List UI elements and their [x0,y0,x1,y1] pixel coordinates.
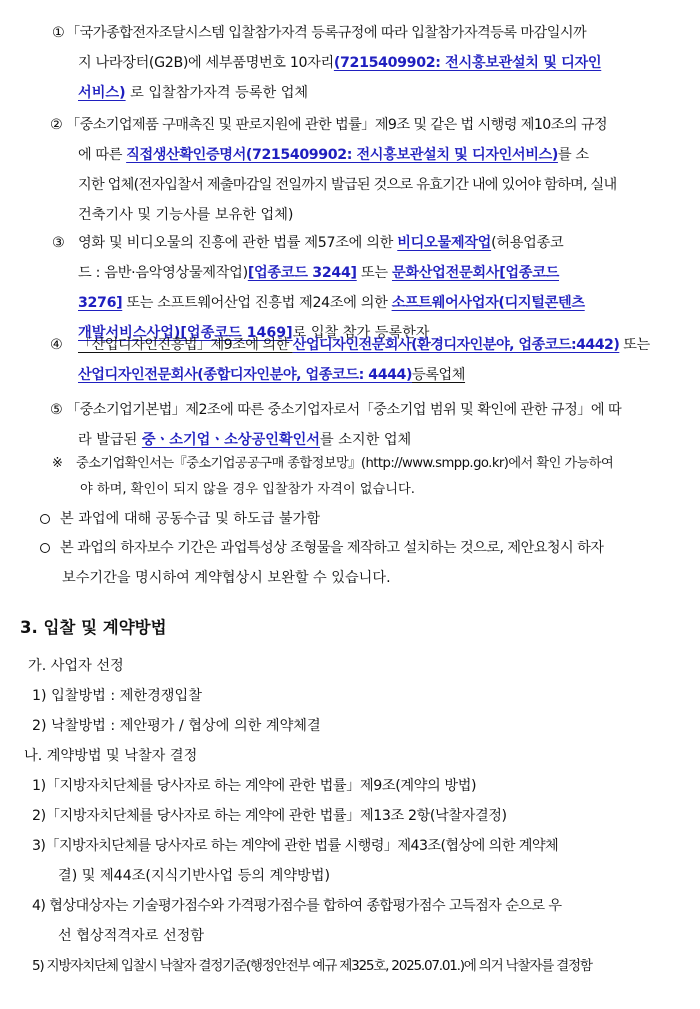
item3-line1-tail: (허용업종코 [491,235,564,251]
product-code-link-1-cont[interactable]: 서비스) [78,85,126,101]
contract-law-article-9: 1)「지방자치단체를 당사자로 하는 계약에 관한 법률」제9조(계약의 방법) [32,778,477,794]
environmental-design-company-link[interactable]: 산업디자인전문회사(환경디자인분야, 업종코드:4442) [292,337,620,353]
direct-production-certificate-link[interactable]: 직접생산확인증명서(7215409902: 전시홍보관설치 및 디자인서비스) [126,147,558,163]
item4-line2-tail: 등록업체 [412,367,466,383]
bullet-circle-icon [40,543,50,553]
qualification-item-2 [66,110,656,230]
item2-line2: 에 따른 [78,147,127,163]
item5-line1: 「중소기업기본법」제2조에 따른 중소기업자로서「중소기업 범위 및 확인에 관한 규정」에 따 [66,402,622,418]
industry-code-3276-link[interactable]: 3276] [78,295,123,311]
item3-line3: 또는 소프트웨어산업 진흥법 제24조에 의한 [122,295,392,311]
bullet-circle-icon [40,514,50,524]
item4-line1-tail: 또는 [619,337,650,353]
note-line2: 야 하며, 확인이 되지 않을 경우 입찰참가 자격이 없습니다. [80,482,415,497]
item2-line1: 「중소기업제품 구매촉진 및 판로지원에 관한 법률」제9조 및 같은 법 시행령 제10조의 규정 [66,117,608,133]
item1-line3: 로 입찰참가자격 등록한 업체 [125,85,309,101]
bullet2-line2: 보수기간을 명시하여 계약협상시 보완할 수 있습니다. [62,570,391,586]
contract-law-article-13: 2)「지방자치단체를 당사자로 하는 계약에 관한 법률」제13조 2항(낙찰자결정) [32,808,507,824]
software-business-link[interactable]: 소프트웨어사업자(디지털콘텐츠 [391,295,585,311]
item4-line1: 「산업디자인진흥법」제9조에 의한 [78,337,293,353]
bullet-warranty-period [60,533,660,593]
item-number-4: ④ [50,337,63,353]
item2-line3: 지한 업체(전자입찰서 제출마감일 전일까지 발급된 것으로 유효기간 내에 있어야 함하며, 실내 [78,177,617,193]
award-method: 2) 낙찰방법 : 제안평가 / 협상에 의한 계약체결 [32,718,321,734]
item-number-5: ⑤ [50,402,63,418]
qualification-item-1 [66,18,656,108]
item3-line2-mid: 또는 [356,265,392,281]
item-number-3: ③ [52,235,65,251]
sme-note [76,451,666,503]
item3-line4: 로 입찰 참가 등록한자 [292,325,430,341]
enforcement-decree-43-line1: 3)「지방자치단체를 당사자로 하는 계약에 관한 법률 시행령」제43조(협상에 의한 계약체 [32,838,559,854]
item2-line2-tail: 를 소 [557,147,589,163]
qualification-item-5 [66,395,656,455]
note-line1: 중소기업확인서는『중소기업공공구매 종합정보망』(http://www.smpp.go.kr)에서 확인 가능하여 [76,456,614,471]
negotiation-target-line2: 선 협상적격자로 선정함 [58,928,205,944]
item-number-2: ② [50,117,63,133]
subsection-ga: 가. 사업자 선정 [28,658,124,674]
subsection-na: 나. 계약방법 및 낙찰자 결정 [24,748,198,764]
item1-line2: 지 나라장터(G2B)에 세부품명번호 10자리 [78,55,334,71]
bid-method: 1) 입찰방법 : 제한경쟁입찰 [32,688,202,704]
enforcement-decree-43-line2: 결) 및 제44조(지식기반사업 등의 계약방법) [58,868,330,884]
industry-code-1469-link[interactable]: 개발서비스사업)[업종코드 1469] [78,325,293,341]
product-code-link-1[interactable]: (7215409902: 전시홍보관설치 및 디자인 [333,55,602,71]
item5-line2-tail: 를 소지한 업체 [320,432,412,448]
bullet1-line1: 본 과업에 대해 공동수급 및 하도급 불가함 [60,511,321,527]
sme-certificate-link[interactable]: 중ㆍ소기업ㆍ소상공인확인서 [141,432,321,448]
item3-line2: 드 : 음반·음악영상물제작업) [78,265,248,281]
industry-code-3244-link[interactable]: [업종코드 3244] [247,265,357,281]
award-criteria: 5) 지방자치단체 입찰시 낙찰자 결정기준(행정안전부 예규 제325호, 2025.07.01.)에 의거 낙찰자를 결정함 [32,958,592,974]
video-production-link[interactable]: 비디오물제작업 [397,235,492,251]
comprehensive-design-company-link[interactable]: 산업디자인전문회사(종합디자인분야, 업종코드: 4444) [78,367,413,383]
section-3-title: 3. 입찰 및 계약방법 [20,618,167,637]
item1-line1: 「국가종합전자조달시스템 입찰참가자격 등록규정에 따라 입찰참가자격등록 마감일시까 [66,25,587,41]
item5-line2: 라 발급된 [78,432,142,448]
bullet-joint-bid [60,504,660,534]
item3-line1: 영화 및 비디오물의 진흥에 관한 법률 제57조에 의한 [78,235,398,251]
bullet2-line1: 본 과업의 하자보수 기간은 과업특성상 조형물을 제작하고 설치하는 것으로, 제안요청시 하자 [60,540,604,556]
qualification-item-4 [78,330,658,390]
note-mark: ※ [52,456,63,471]
culture-industry-company-link[interactable]: 문화산업전문회사[업종코드 [391,265,560,281]
item2-line4: 건축기사 및 기능사를 보유한 업체) [78,207,294,223]
negotiation-target-line1: 4) 협상대상자는 기술평가점수와 가격평가점수를 합하여 종합평가점수 고득점자 순으로 우 [32,898,562,914]
item-number-1: ① [52,25,65,41]
